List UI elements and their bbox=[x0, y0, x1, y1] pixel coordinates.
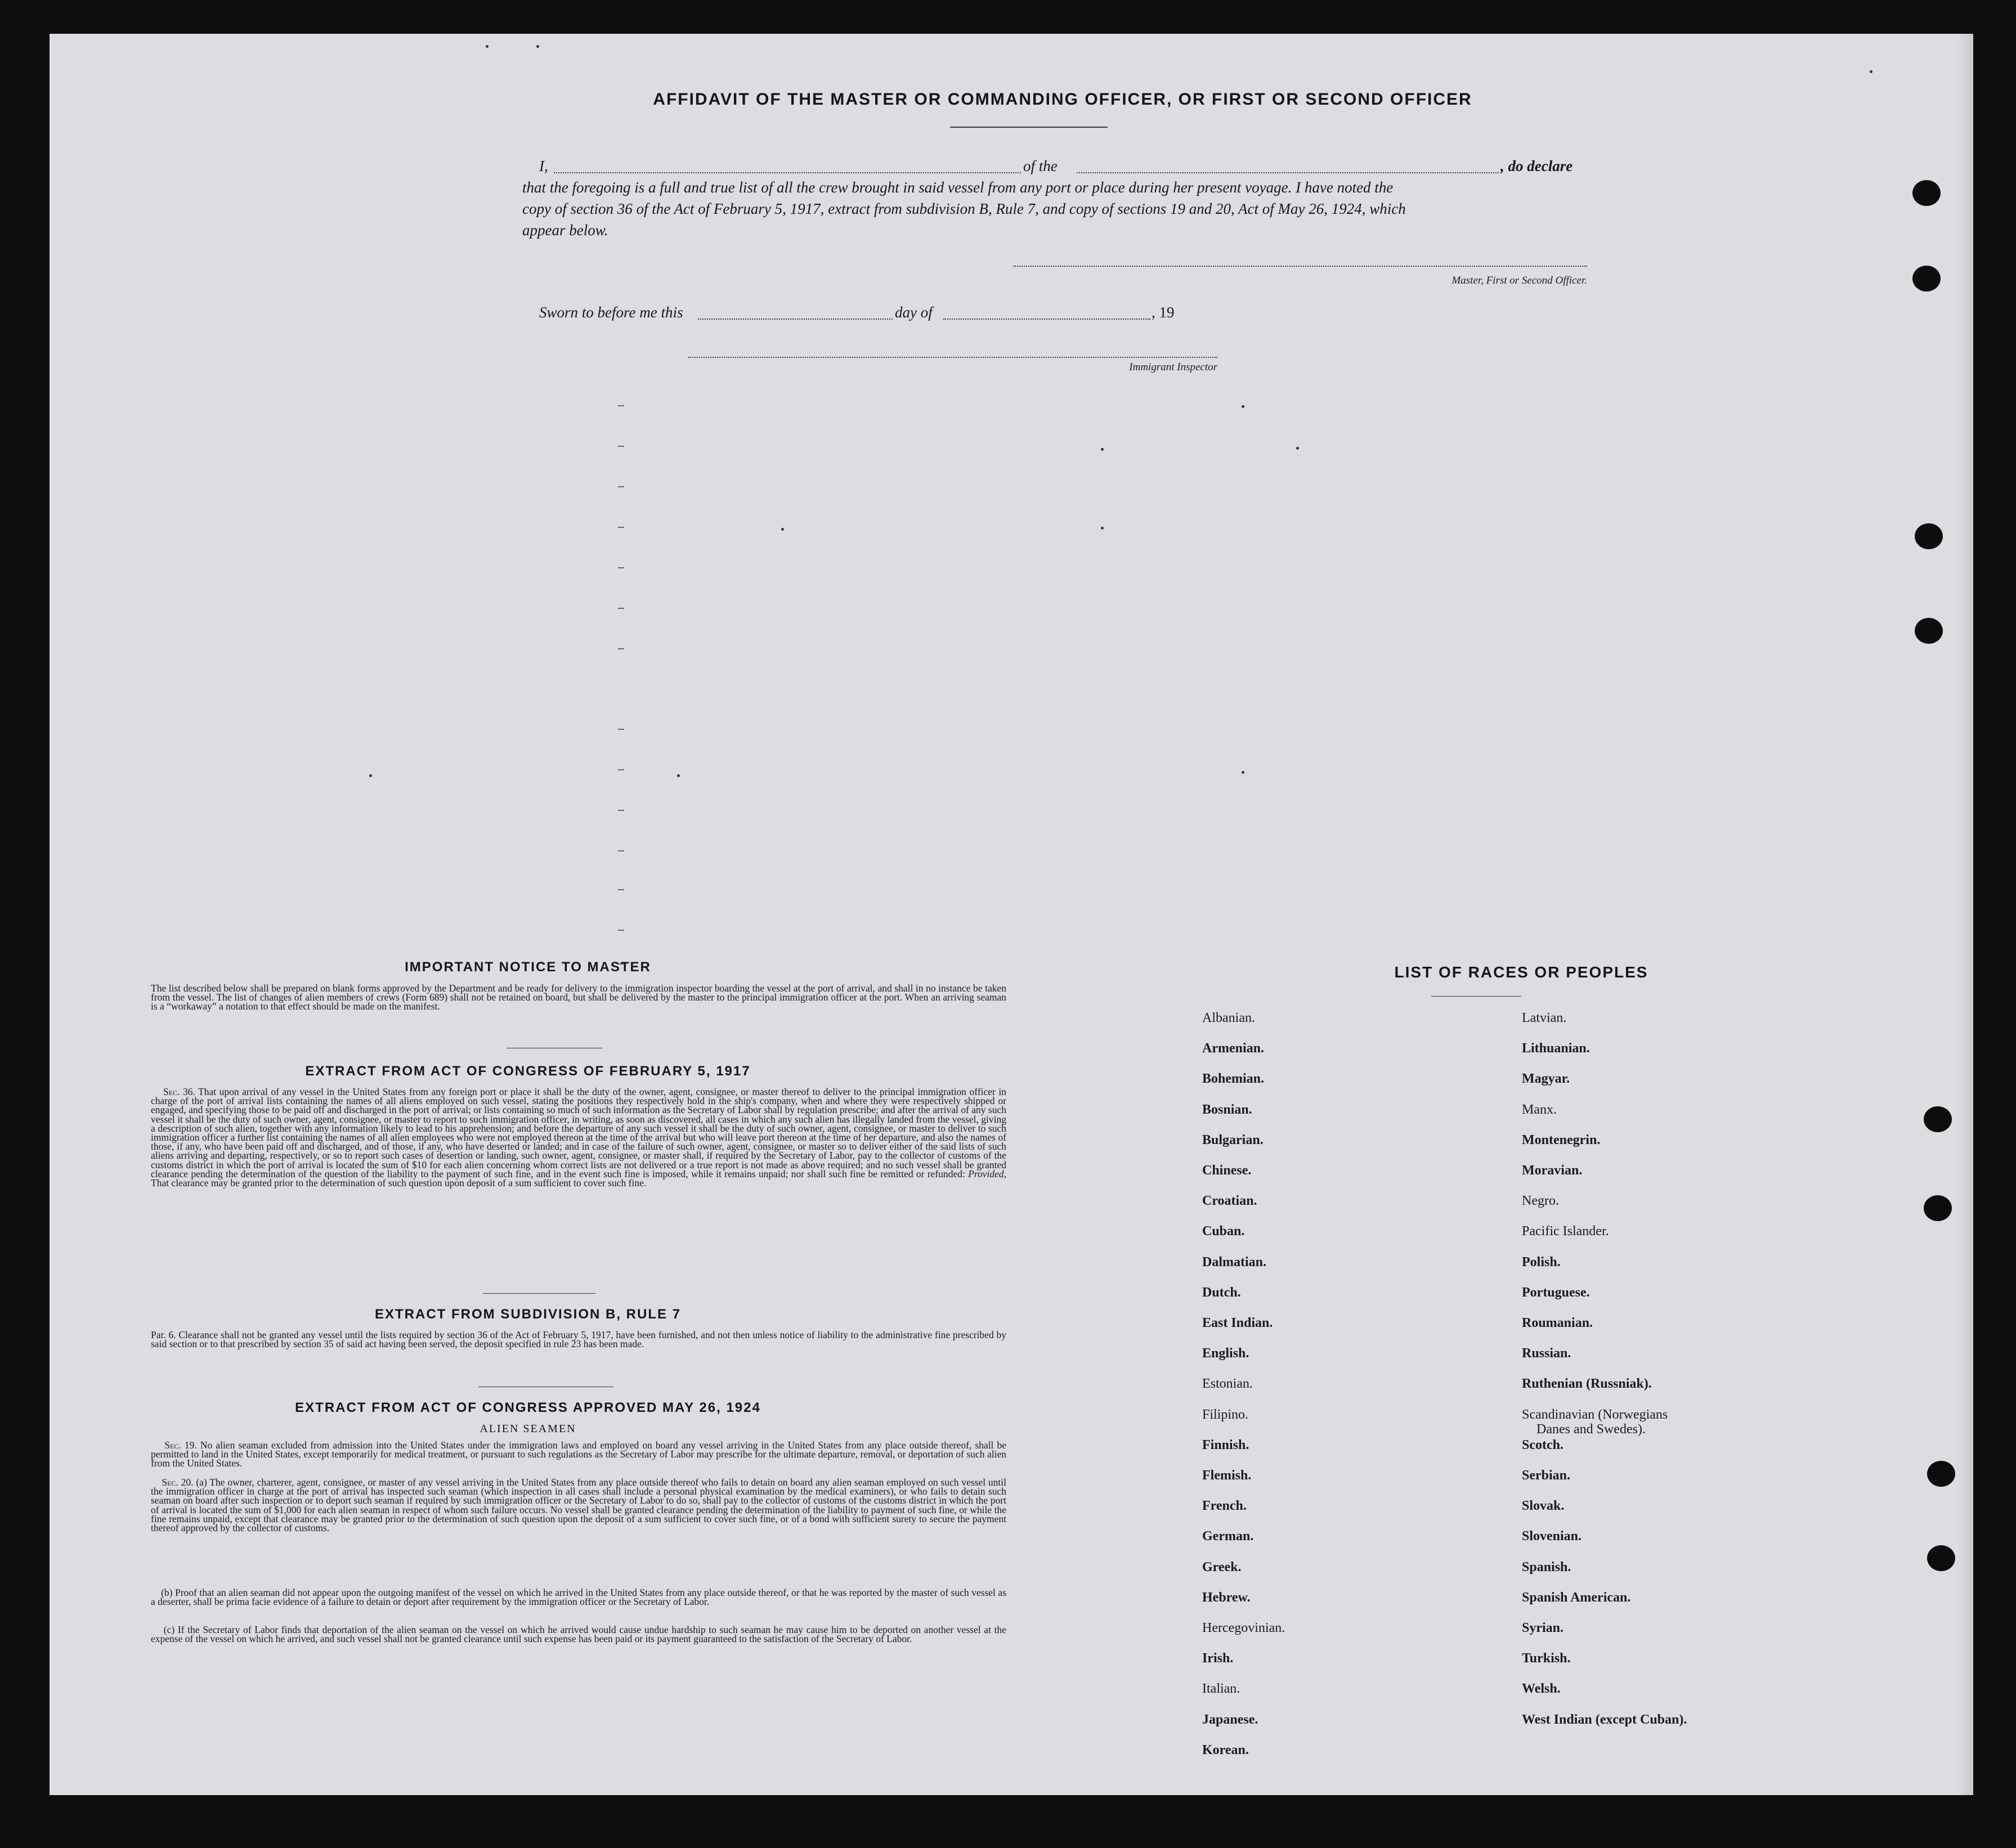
master-signature-label: Master, First or Second Officer. bbox=[1451, 275, 1587, 286]
race-item: Dalmatian. bbox=[1202, 1254, 1266, 1270]
race-item: Slovak. bbox=[1522, 1499, 1565, 1514]
punch-hole bbox=[1912, 266, 1941, 291]
race-item: Irish. bbox=[1202, 1651, 1234, 1666]
paper-speck bbox=[486, 45, 489, 48]
race-item: Hercegovinian. bbox=[1202, 1621, 1285, 1635]
race-item: Polish. bbox=[1522, 1254, 1561, 1270]
affidavit-i-label: I, bbox=[539, 158, 548, 174]
race-item: Albanian. bbox=[1202, 1011, 1255, 1025]
ruling-tick bbox=[618, 648, 624, 649]
race-item: Armenian. bbox=[1202, 1041, 1264, 1056]
race-item: Scandinavian (Norwegians bbox=[1522, 1407, 1668, 1422]
punch-hole bbox=[1924, 1106, 1952, 1132]
race-item: Lithuanian. bbox=[1522, 1041, 1590, 1056]
race-item: Danes and Swedes). bbox=[1536, 1421, 1646, 1437]
race-item: Hebrew. bbox=[1202, 1590, 1251, 1605]
race-item: Latvian. bbox=[1522, 1011, 1567, 1025]
race-item: Moravian. bbox=[1522, 1163, 1583, 1178]
extract-1924-subtitle: ALIEN SEAMEN bbox=[480, 1423, 576, 1435]
affidavit-declaration-line-4: appear below. bbox=[522, 222, 608, 239]
sec19-label: Sec. 19. bbox=[164, 1439, 197, 1451]
document-page bbox=[50, 34, 1973, 1795]
affidavit-declaration-line-3: copy of section 36 of the Act of February 5, 1917, extract from subdivision B, Rule 7, and copy of sections 19 and 20, Act of May 26, 1924, which bbox=[522, 200, 1406, 217]
sec20a-text: (a) The owner, charterer, agent, consignee, or master of any vessel arriving in the United States from any place outside thereof who fails to detain on board any alien seaman employed on such vessel until the immigration officer in charge at the port of arrival has inspected such seaman (which inspection in all cases shall include a personal physical examination by the medical examiners), or who fails to detain such seaman on board after such inspection or to deport such seaman if required by such immigration officer or the Secretary of Labor to do so, shall pay to the collector of customs of the customs district in which the port of arrival is located the sum of $1,000 for each alien seaman in respect of whom such failure occurs. No vessel shall be granted clearance pending the determination of the liability to payment of such fine, or while the fine remains unpaid, except that clearance may be granted prior to the determination of such question upon the deposit of a sum sufficient to cover such fine, or of a bond with sufficient surety to secure the payment thereof approved by the collector of customs. bbox=[151, 1477, 1007, 1534]
ruling-tick bbox=[618, 769, 624, 770]
sworn-month-field[interactable] bbox=[943, 308, 1150, 320]
paper-speck bbox=[781, 528, 784, 531]
race-item: Scotch. bbox=[1522, 1437, 1563, 1452]
sworn-day-field[interactable] bbox=[698, 308, 893, 320]
extract-1917-text-end: That clearance may be granted prior to the determination of such question upon deposit of a sum sufficient to cover such fine. bbox=[151, 1177, 647, 1189]
ruling-tick bbox=[618, 486, 624, 487]
paper-speck bbox=[1242, 771, 1244, 774]
extract-1924-sec20a bbox=[151, 1478, 1006, 1532]
extract-1924-title: EXTRACT FROM ACT OF CONGRESS APPROVED MAY 26, 1924 bbox=[295, 1400, 761, 1415]
affidavit-do-declare-label: , do declare bbox=[1500, 158, 1573, 174]
race-item: Chinese. bbox=[1202, 1163, 1252, 1178]
sec19-text: No alien seaman excluded from admission into the United States under the immigration laws and employed on board any vessel arriving in the United States from any place outside thereof, shall be permitted to land in the United States, except temporarily for medical treatment, or pursuant to such regulations as the Secretary of Labor may prescribe for the ultimate departure, removal, or deportation of such alien from the United States. bbox=[151, 1439, 1007, 1469]
extract-1917-title: EXTRACT FROM ACT OF CONGRESS OF FEBRUARY 5, 1917 bbox=[305, 1064, 751, 1079]
race-item: Korean. bbox=[1202, 1742, 1249, 1757]
affidavit-of-the-label: of the bbox=[1023, 158, 1058, 174]
race-item: Finnish. bbox=[1202, 1437, 1249, 1452]
affidavit-title: AFFIDAVIT OF THE MASTER OR COMMANDING OFFICER, OR FIRST OR SECOND OFFICER bbox=[653, 90, 1472, 109]
race-item: Greek. bbox=[1202, 1559, 1242, 1575]
punch-hole bbox=[1924, 1195, 1952, 1221]
notice-title: IMPORTANT NOTICE TO MASTER bbox=[405, 959, 651, 975]
ruling-tick bbox=[618, 608, 624, 609]
race-item: French. bbox=[1202, 1499, 1247, 1514]
race-item: Bulgarian. bbox=[1202, 1132, 1264, 1147]
paper-speck bbox=[1101, 527, 1104, 530]
affidavit-title-rule bbox=[950, 127, 1108, 128]
ruling-tick bbox=[618, 405, 624, 406]
page-edge-shadow bbox=[1956, 34, 1973, 1795]
extract-1924-sec19 bbox=[151, 1441, 1006, 1468]
race-item: Serbian. bbox=[1522, 1468, 1571, 1483]
affidavit-declaration-line-2: that the foregoing is a full and true list of all the crew brought in said vessel from any port or place during her present voyage. I have noted the bbox=[522, 179, 1394, 196]
paper-speck bbox=[369, 774, 372, 777]
master-signature-line[interactable] bbox=[1013, 266, 1587, 267]
sec20-label: Sec. 20. bbox=[162, 1477, 194, 1488]
ruling-tick bbox=[618, 889, 624, 890]
punch-hole bbox=[1915, 523, 1943, 549]
sworn-day-of-label: day of bbox=[895, 304, 933, 321]
master-name-field[interactable] bbox=[554, 162, 1021, 173]
sworn-prefix: Sworn to before me this bbox=[539, 304, 683, 321]
race-item: Magyar. bbox=[1522, 1071, 1570, 1087]
extract-rule7-title: EXTRACT FROM SUBDIVISION B, RULE 7 bbox=[374, 1307, 682, 1322]
races-title: LIST OF RACES OR PEOPLES bbox=[1394, 963, 1648, 981]
paper-speck bbox=[1296, 447, 1299, 450]
race-item: Croatian. bbox=[1202, 1194, 1257, 1209]
race-item: Portuguese. bbox=[1522, 1285, 1590, 1300]
paper-speck bbox=[536, 45, 539, 48]
race-item: Russian. bbox=[1522, 1346, 1571, 1361]
race-item: Slovenian. bbox=[1522, 1529, 1582, 1544]
extract-1917-body bbox=[151, 1087, 1006, 1187]
race-item: Italian. bbox=[1202, 1681, 1240, 1697]
race-item: Filipino. bbox=[1202, 1407, 1249, 1422]
race-item: Spanish American. bbox=[1522, 1590, 1631, 1605]
punch-hole bbox=[1915, 618, 1943, 644]
ruling-tick bbox=[618, 810, 624, 811]
ruling-tick bbox=[618, 850, 624, 851]
paper-speck bbox=[677, 774, 680, 777]
race-item: Welsh. bbox=[1522, 1681, 1561, 1697]
paper-speck bbox=[1870, 70, 1872, 73]
inspector-signature-label: Immigrant Inspector bbox=[1129, 361, 1217, 373]
race-item: Manx. bbox=[1522, 1102, 1557, 1117]
ruling-tick bbox=[618, 567, 624, 568]
race-item: Montenegrin. bbox=[1522, 1132, 1601, 1147]
punch-hole bbox=[1912, 180, 1941, 206]
ruling-tick bbox=[618, 729, 624, 730]
paper-speck bbox=[1101, 448, 1104, 451]
race-item: Spanish. bbox=[1522, 1559, 1571, 1575]
race-item: German. bbox=[1202, 1529, 1254, 1544]
extract-1924-sec20b bbox=[151, 1588, 1006, 1606]
race-item: Roumanian. bbox=[1522, 1316, 1593, 1330]
paper-speck bbox=[1242, 405, 1244, 408]
race-item: Pacific Islander. bbox=[1522, 1224, 1609, 1239]
race-item: Estonian. bbox=[1202, 1376, 1253, 1392]
race-item: West Indian (except Cuban). bbox=[1522, 1712, 1687, 1727]
extract-1917-text: That upon arrival of any vessel in the United States from any foreign port or place it shall be the duty of the owner, agent, consignee, or master thereof to deliver to the principal immigration officer in charge of the port of arrival lists containing the names of all aliens employed on such vessel, stating the positions they respectively hold in the ship's company, when and where they were respectively shipped or engaged, and specifying those to be paid off and discharged in the port of arrival; or lists containing so much of such information as the Secretary of Labor shall by regulation prescribe; and after the arrival of any such vessel it shall be the duty of such owner, agent, consignee, or master to report to such immigration officer, in writing, as soon as discovered, all cases in which any such alien has illegally landed from the vessel, giving a description of such alien, together with any information likely to lead to his apprehension; and before the departure of any such vessel it shall be the duty of such owner, agent, consignee, or master to deliver to such immigration officer a further list containing the names of all alien employees who were not employed thereon at the time of the arrival but who will leave port thereon at the time of her departure, and also the names of those, if any, who have been paid off and discharged, and of those, if any, who have deserted or landed; and in case of the failure of such owner, agent, consignee, or master so to deliver either of the said lists of such aliens arriving and departing, respectively, or so to report such cases of desertion or landing, such owner, agent, consignee, or master shall, if required by the Secretary of Labor, pay to the collector of customs of the customs district in which the port of arrival is located the sum of $10 for each alien concerning whom correct lists are not delivered or a true report is not made as above required; and no such vessel shall be granted clearance pending the determination of the question of the liability to the payment of such fine, and in the event such fine is imposed, while it remains unpaid; nor shall such fine be remitted or refunded: bbox=[151, 1086, 1006, 1179]
punch-hole bbox=[1927, 1545, 1955, 1571]
race-item: Turkish. bbox=[1522, 1651, 1571, 1666]
extract-1917-rule bbox=[483, 1293, 595, 1294]
race-item: Bohemian. bbox=[1202, 1071, 1265, 1087]
sec20c-text: (c) If the Secretary of Labor finds that deportation of the alien seaman on the vessel on which he arrived would cause undue hardship to such seaman he may cause him to be deported on another vessel at the expense of the vessel on which he arrived, and such vessel shall not be granted clearance until such expense has been paid or its payment guaranteed to the satisfaction of the Secretary of Labor. bbox=[151, 1624, 1007, 1645]
race-item: Japanese. bbox=[1202, 1712, 1258, 1727]
extract-1917-provided: Provided, bbox=[968, 1168, 1006, 1179]
race-item: Cuban. bbox=[1202, 1224, 1245, 1239]
extract-1917-sec-label: Sec. 36. bbox=[163, 1086, 195, 1097]
race-item: Negro. bbox=[1522, 1194, 1559, 1209]
race-item: Flemish. bbox=[1202, 1468, 1252, 1483]
race-item: Bosnian. bbox=[1202, 1102, 1252, 1117]
notice-body: The list described below shall be prepared on blank forms approved by the Department and be ready for delivery to the immigration inspector boarding the vessel at the port of arrival, and shall in no instance be taken from the vessel. The list of changes of alien members of crews (Form 689) shall not be retained on board, but shall be delivered by the master to the principal immigration officer at the port. When an arriving seaman is a “workaway” a notation to that effect should be made on the manifest. bbox=[151, 983, 1006, 1012]
sec20b-text: (b) Proof that an alien seaman did not appear upon the outgoing manifest of the vessel on which he arrived in the United States from any place outside thereof, or that he was reported by the master of such vessel as a deserter, shall be prima facie evidence of a failure to detain or deport after requirement by the immigration officer or the Secretary of Labor. bbox=[151, 1587, 1007, 1608]
race-item: English. bbox=[1202, 1346, 1249, 1361]
ruling-tick bbox=[618, 930, 624, 931]
race-item: Syrian. bbox=[1522, 1621, 1564, 1635]
punch-hole bbox=[1927, 1461, 1955, 1487]
race-item: East Indian. bbox=[1202, 1316, 1273, 1330]
race-item: Ruthenian (Russniak). bbox=[1522, 1376, 1652, 1392]
inspector-signature-line[interactable] bbox=[688, 357, 1217, 358]
races-title-rule bbox=[1431, 996, 1521, 997]
race-item: Dutch. bbox=[1202, 1285, 1241, 1300]
vessel-name-field[interactable] bbox=[1077, 162, 1499, 173]
sworn-year-label: , 19 bbox=[1152, 304, 1175, 321]
ruling-tick bbox=[618, 527, 624, 528]
extract-1924-sec20c bbox=[151, 1625, 1006, 1643]
extract-rule7-body: Par. 6. Clearance shall not be granted any vessel until the lists required by section 36 of the Act of February 5, 1917, have been furnished, and not then unless notice of liability to the administrative fine prescribed by said section or to that prescribed by section 35 of said act having been served, the deposit specified in rule 23 has been made. bbox=[151, 1329, 1006, 1350]
ruling-tick bbox=[618, 446, 624, 447]
